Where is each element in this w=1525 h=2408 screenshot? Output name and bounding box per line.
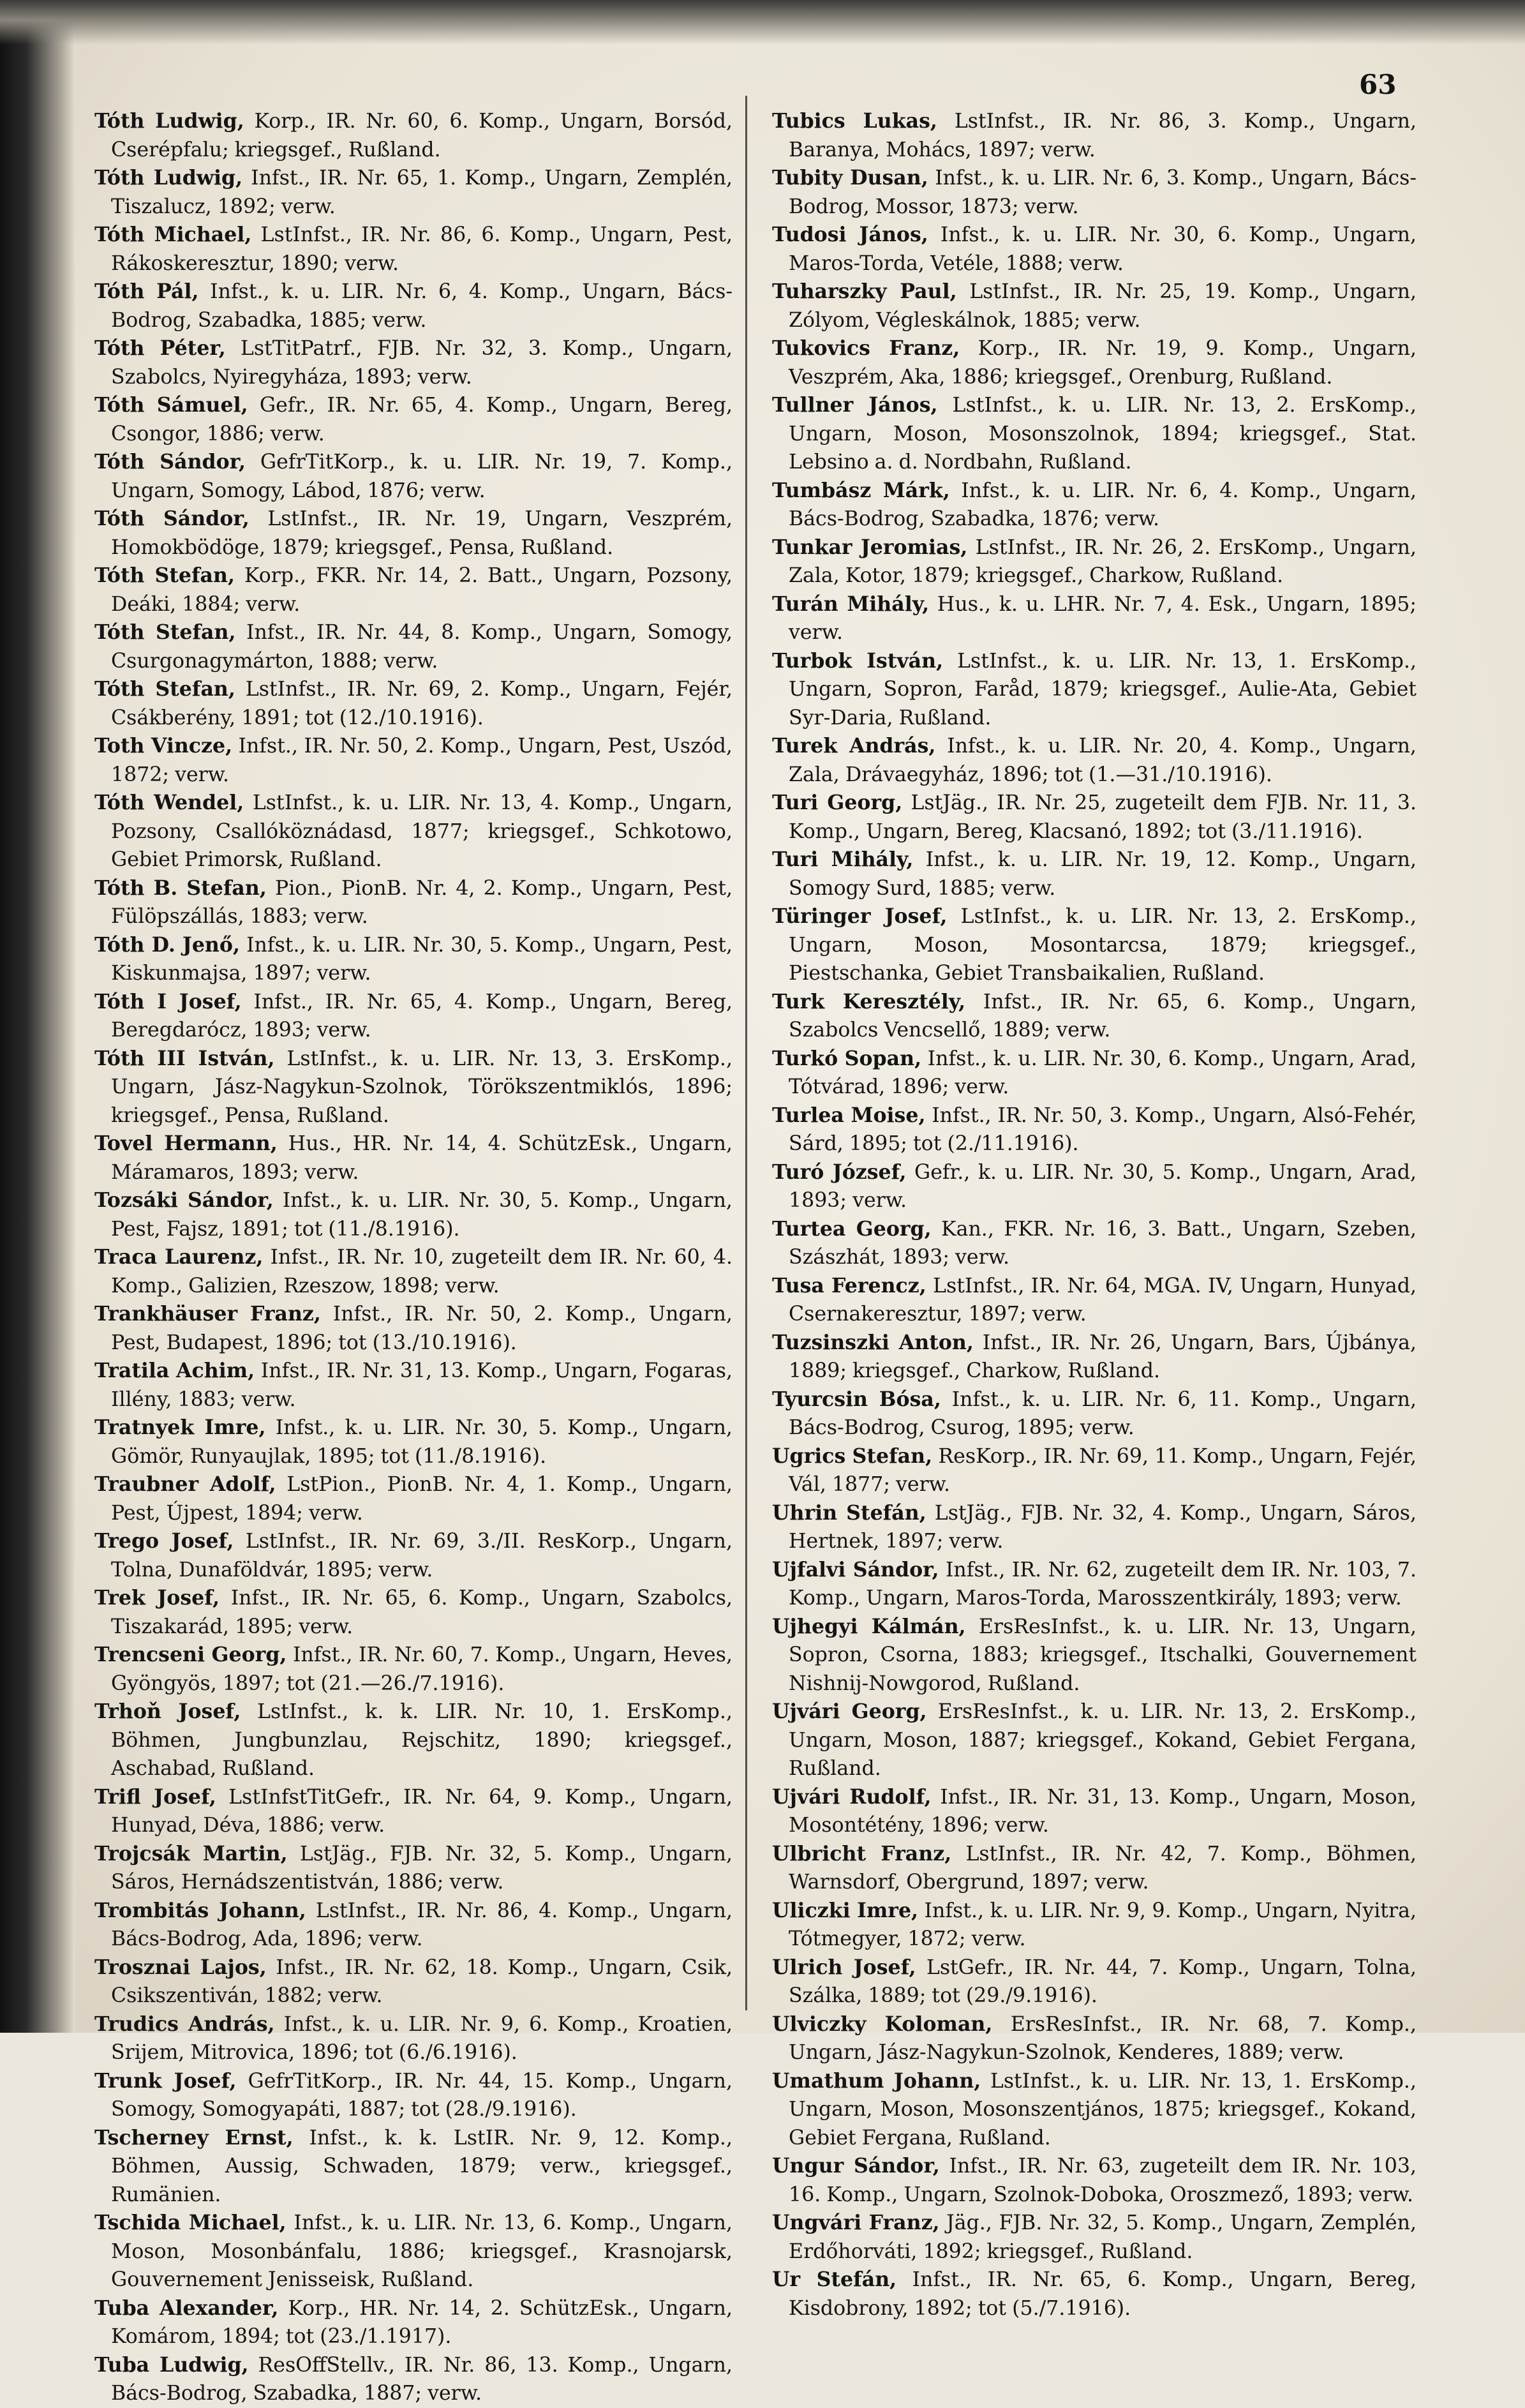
list-entry: [94, 2124, 733, 2210]
list-entry: [94, 562, 733, 618]
entry-name: Trunk Josef,: [94, 2068, 237, 2093]
entry-details: Infst., IR. Nr. 50, 2. Komp., Ungarn, Pest, Uszód, 1872; verw.: [111, 735, 733, 786]
list-entry: [772, 107, 1417, 164]
list-entry: [94, 107, 733, 164]
list-entry: [772, 647, 1417, 733]
entry-details: Korp., FKR. Nr. 14, 2. Batt., Ungarn, Pozsony, Deáki, 1884; verw.: [111, 564, 733, 616]
entry-details: ResKorp., IR. Nr. 69, 11. Komp., Ungarn, Fejér, Vál, 1877; verw.: [789, 1444, 1417, 1496]
entry-name: Tóth Michael,: [94, 223, 252, 246]
list-entry: [772, 732, 1417, 789]
entry-name: Trosznai Lajos,: [94, 1955, 267, 1979]
list-entry: [94, 789, 733, 874]
entry-details: LstJäg., FJB. Nr. 32, 4. Komp., Ungarn, Sáros, Hertnek, 1897; verw.: [789, 1501, 1417, 1553]
top-edge-shadow: [0, 0, 1525, 45]
entry-details: Infst., IR. Nr. 10, zugeteilt dem IR. Nr. 60, 4. Komp., Galizien, Rzeszow, 1898; verw.: [111, 1246, 733, 1297]
entry-name: Ujfalvi Sándor,: [772, 1557, 939, 1582]
list-entry: [772, 334, 1417, 391]
entry-name: Tratila Achim,: [94, 1359, 255, 1382]
entry-name: Tóth Pál,: [94, 280, 199, 303]
entry-name: Trek Josef,: [94, 1586, 220, 1610]
entry-name: Traubner Adolf,: [94, 1472, 276, 1496]
entry-details: Infst., IR. Nr. 63, zugeteilt dem IR. Nr. 103, 16. Komp., Ungarn, Szolnok-Doboka, Oroszmező, 1893; verw.: [789, 2155, 1417, 2206]
entry-name: Turi Mihály,: [772, 848, 914, 871]
list-entry: [94, 505, 733, 562]
list-entry: [94, 675, 733, 732]
entry-details: Hus., k. u. LHR. Nr. 7, 4. Esk., Ungarn, 1895; verw.: [789, 592, 1417, 644]
entry-name: Tyurcsin Bósa,: [772, 1387, 941, 1411]
entry-name: Turk Keresztély,: [772, 989, 966, 1013]
entry-details: Kan., FKR. Nr. 16, 3. Batt., Ungarn, Szeben, Szászhát, 1893; verw.: [789, 1217, 1417, 1269]
entry-name: Turó József,: [772, 1160, 907, 1184]
list-entry: [94, 448, 733, 505]
entry-details: LstInfst., k. k. LIR. Nr. 10, 1. ErsKomp., Böhmen, Jungbunzlau, Rejschitz, 1890; kriegsgef., Aschabad, Rußland.: [111, 1700, 733, 1780]
entry-details: ErsResInfst., k. u. LIR. Nr. 13, 2. ErsKomp., Ungarn, Moson, 1887; kriegsgef., Kokand, Gebiet Fergana, Rußland.: [789, 1700, 1417, 1780]
entry-name: Trifl Josef,: [94, 1784, 216, 1809]
entry-name: Tudosi János,: [772, 223, 928, 246]
list-entry: [772, 789, 1417, 846]
entry-name: Turlea Moise,: [772, 1103, 926, 1127]
list-entry: [94, 2067, 733, 2124]
list-entry: [772, 1045, 1417, 1102]
list-entry: [772, 902, 1417, 988]
list-entry: [772, 2010, 1417, 2067]
entry-details: GefrTitKorp., k. u. LIR. Nr. 19, 7. Komp., Ungarn, Somogy, Lábod, 1876; verw.: [111, 451, 733, 502]
list-entry: [94, 1470, 733, 1527]
list-entry: [94, 278, 733, 334]
entry-name: Ujhegyi Kálmán,: [772, 1614, 966, 1638]
entry-details: Infst., k. u. LIR. Nr. 30, 6. Komp., Ungarn, Maros-Torda, Vetéle, 1888; verw.: [789, 223, 1417, 275]
entry-name: Tóth Stefan,: [94, 620, 236, 644]
entry-name: Tuharszky Paul,: [772, 280, 957, 303]
list-entry: [772, 477, 1417, 534]
entry-details: LstTitPatrf., FJB. Nr. 32, 3. Komp., Ungarn, Szabolcs, Nyiregyháza, 1893; verw.: [111, 337, 733, 389]
list-entry: [772, 2067, 1417, 2153]
list-entry: [772, 1556, 1417, 1613]
entry-details: Infst., k. u. LIR. Nr. 6, 3. Komp., Ungarn, Bács-Bodrog, Mossor, 1873; verw.: [789, 167, 1417, 218]
entry-name: Tscherney Ernst,: [94, 2125, 294, 2150]
list-entry: [772, 1272, 1417, 1329]
entry-name: Trhoň Josef,: [94, 1700, 241, 1723]
entry-name: Ulrich Josef,: [772, 1955, 916, 1979]
list-entry: [94, 1300, 733, 1357]
list-entry: [772, 846, 1417, 902]
list-entry: [772, 391, 1417, 477]
list-entry: [94, 1414, 733, 1470]
entry-details: Infst., IR. Nr. 50, 3. Komp., Ungarn, Alsó-Fehér, Sárd, 1895; tot (2./11.1916).: [789, 1103, 1417, 1155]
entry-details: LstJäg., FJB. Nr. 32, 5. Komp., Ungarn, Sáros, Hernádszentistván, 1886; verw.: [111, 1842, 733, 1894]
binding-edge-shadow: [0, 0, 75, 2033]
entry-name: Tusa Ferencz,: [772, 1273, 926, 1297]
entry-details: LstInfst., IR. Nr. 19, Ungarn, Veszprém, Homokbödöge, 1879; kriegsgef., Pensa, Rußland.: [111, 507, 733, 559]
entry-name: Turbok István,: [772, 648, 944, 673]
list-entry: [94, 931, 733, 988]
entry-details: LstInfst., IR. Nr. 64, MGA. IV, Ungarn, Hunyad, Csernakeresztur, 1897; verw.: [789, 1274, 1417, 1326]
list-entry: [94, 1783, 733, 1840]
list-entry: [772, 1442, 1417, 1499]
entry-details: LstInfst., k. u. LIR. Nr. 13, 3. ErsKomp., Ungarn, Jász-Nagykun-Szolnok, Törökszentmiklós, 1896; kriegsgef., Pensa, Rußland.: [111, 1047, 733, 1127]
right-column: [772, 107, 1417, 2322]
entry-details: Infst., IR. Nr. 65, 1. Komp., Ungarn, Zemplén, Tiszalucz, 1892; verw.: [111, 167, 733, 218]
page-number: 63: [1359, 69, 1397, 100]
entry-name: Tóth Sándor,: [94, 450, 246, 474]
entry-details: Pion., PionB. Nr. 4, 2. Komp., Ungarn, Pest, Fülöpszállás, 1883; verw.: [111, 876, 733, 928]
list-entry: [94, 1243, 733, 1300]
list-entry: [772, 1158, 1417, 1215]
list-entry: [94, 164, 733, 221]
entry-name: Tóth Wendel,: [94, 791, 244, 814]
entry-name: Tunkar Jeromias,: [772, 535, 968, 559]
list-entry: [772, 1897, 1417, 1954]
entry-name: Tóth Péter,: [94, 336, 226, 360]
entry-details: Infst., k. u. LIR. Nr. 13, 6. Komp., Ungarn, Moson, Mosonbánfalu, 1886; kriegsgef., Krasnojarsk, Gouvernement Jenisseisk, Rußland.: [111, 2211, 733, 2291]
entry-details: LstInfst., k. u. LIR. Nr. 13, 2. ErsKomp., Ungarn, Moson, Mosonszolnok, 1894; kriegsgef., Stat. Lebsino a. d. Nordbahn, Rußland.: [789, 394, 1417, 474]
entry-details: Infst., IR. Nr. 50, 2. Komp., Ungarn, Pest, Budapest, 1896; tot (13./10.1916).: [111, 1303, 733, 1354]
entry-name: Turi Georg,: [772, 791, 903, 814]
entry-name: Trombitás Johann,: [94, 1898, 306, 1922]
entry-name: Tratnyek Imre,: [94, 1416, 266, 1439]
entry-name: Tschida Michael,: [94, 2211, 286, 2234]
list-entry: [94, 1641, 733, 1698]
entry-name: Umathum Johann,: [772, 2068, 981, 2093]
entry-details: Korp., IR. Nr. 60, 6. Komp., Ungarn, Borsód, Cserépfalu; kriegsgef., Rußland.: [111, 110, 733, 161]
list-entry: [772, 2209, 1417, 2266]
list-entry: [94, 1584, 733, 1641]
list-entry: [94, 221, 733, 278]
entry-name: Trojcsák Martin,: [94, 1841, 288, 1866]
entry-name: Traca Laurenz,: [94, 1245, 264, 1269]
entry-name: Turkó Sopan,: [772, 1046, 922, 1070]
entry-name: Turán Mihály,: [772, 592, 930, 616]
entry-details: Infst., k. u. LIR. Nr. 30, 6. Komp., Ungarn, Arad, Tótvárad, 1896; verw.: [789, 1047, 1417, 1098]
entry-name: Uliczki Imre,: [772, 1898, 919, 1922]
list-entry: [94, 1954, 733, 2010]
entry-name: Ujvári Georg,: [772, 1700, 927, 1723]
list-entry: [772, 1783, 1417, 1840]
entry-details: Infst., IR. Nr. 31, 13. Komp., Ungarn, Moson, Mosontétény, 1896; verw.: [789, 1785, 1417, 1837]
entry-details: LstInfst., k. u. LIR. Nr. 13, 1. ErsKomp., Ungarn, Moson, Mosonszentjános, 1875; kriegsgef., Kokand, Gebiet Fergana, Rußland.: [789, 2069, 1417, 2150]
list-entry: [94, 1840, 733, 1897]
entry-name: Tozsáki Sándor,: [94, 1188, 274, 1212]
entry-name: Tuba Alexander,: [94, 2296, 279, 2320]
list-entry: [94, 1130, 733, 1186]
entry-name: Trudics András,: [94, 2012, 275, 2036]
entry-name: Tóth Stefan,: [94, 564, 235, 587]
entry-details: Infst., k. u. LIR. Nr. 9, 9. Komp., Ungarn, Nyitra, Tótmegyer, 1872; verw.: [789, 1899, 1417, 1950]
list-entry: [772, 164, 1417, 221]
entry-name: Toth Vincze,: [94, 734, 233, 758]
list-entry: [772, 1102, 1417, 1158]
entry-details: Infst., k. u. LIR. Nr. 30, 5. Komp., Ungarn, Pest, Kiskunmajsa, 1897; verw.: [111, 933, 733, 985]
entry-name: Ulbricht Franz,: [772, 1841, 952, 1866]
list-entry: [94, 1186, 733, 1243]
entry-name: Tóth Stefan,: [94, 677, 235, 701]
entry-name: Tullner János,: [772, 393, 938, 417]
column-divider: [745, 96, 747, 2010]
entry-details: Infst., k. u. LIR. Nr. 19, 12. Komp., Ungarn, Somogy Surd, 1885; verw.: [789, 848, 1417, 900]
list-entry: [772, 988, 1417, 1045]
list-entry: [94, 988, 733, 1045]
entry-details: LstPion., PionB. Nr. 4, 1. Komp., Ungarn, Pest, Újpest, 1894; verw.: [111, 1473, 733, 1525]
list-entry: [94, 618, 733, 675]
entry-details: LstInfstTitGefr., IR. Nr. 64, 9. Komp., Ungarn, Hunyad, Déva, 1886; verw.: [111, 1785, 733, 1837]
list-entry: [94, 1527, 733, 1584]
list-entry: [772, 1840, 1417, 1897]
entry-name: Tumbász Márk,: [772, 478, 950, 502]
entry-name: Tóth III István,: [94, 1046, 275, 1070]
list-entry: [94, 334, 733, 391]
entry-details: LstInfst., IR. Nr. 26, 2. ErsKomp., Ungarn, Zala, Kotor, 1879; kriegsgef., Charkow, Rußland.: [789, 535, 1417, 587]
list-entry: [94, 1897, 733, 1954]
entry-details: Jäg., FJB. Nr. 32, 5. Komp., Ungarn, Zemplén, Erdőhorváti, 1892; kriegsgef., Rußland.: [789, 2211, 1417, 2263]
entry-details: LstInfst., IR. Nr. 86, 4. Komp., Ungarn, Bács-Bodrog, Ada, 1896; verw.: [111, 1899, 733, 1950]
entry-details: LstInfst., IR. Nr. 42, 7. Komp., Böhmen, Warnsdorf, Obergrund, 1897; verw.: [789, 1842, 1417, 1894]
entry-details: Infst., IR. Nr. 62, zugeteilt dem IR. Nr. 103, 7. Komp., Ungarn, Maros-Torda, Marosszentkirály, 1893; verw.: [789, 1558, 1417, 1610]
entry-details: Infst., IR. Nr. 26, Ungarn, Bars, Újbánya, 1889; kriegsgef., Charkow, Rußland.: [789, 1331, 1417, 1382]
entry-name: Tukovics Franz,: [772, 336, 960, 360]
list-entry: [94, 2294, 733, 2351]
entry-details: LstJäg., IR. Nr. 25, zugeteilt dem FJB. Nr. 11, 3. Komp., Ungarn, Bereg, Klacsanó, 1892; tot (3./11.1916).: [789, 791, 1417, 843]
entry-name: Ungur Sándor,: [772, 2154, 940, 2178]
entry-details: Infst., k. u. LIR. Nr. 30, 5. Komp., Ungarn, Gömör, Runyaujlak, 1895; tot (11./8.1916).: [111, 1416, 733, 1468]
list-entry: [94, 874, 733, 931]
entry-details: Infst., k. u. LIR. Nr. 9, 6. Komp., Kroatien, Srijem, Mitrovica, 1896; tot (6./6.1916).: [111, 2012, 733, 2064]
entry-details: Infst., IR. Nr. 31, 13. Komp., Ungarn, Fogaras, Illény, 1883; verw.: [111, 1359, 733, 1411]
entry-name: Tuzsinszki Anton,: [772, 1330, 974, 1354]
list-entry: [772, 1613, 1417, 1698]
entry-name: Trankhäuser Franz,: [94, 1302, 321, 1326]
entry-name: Ungvári Franz,: [772, 2211, 940, 2234]
entry-details: Infst., k. u. LIR. Nr. 6, 11. Komp., Ungarn, Bács-Bodrog, Csurog, 1895; verw.: [789, 1387, 1417, 1439]
entry-name: Ujvári Rudolf,: [772, 1784, 932, 1809]
entry-details: LstInfst., IR. Nr. 69, 3./II. ResKorp., Ungarn, Tolna, Dunaföldvár, 1895; verw.: [111, 1530, 733, 1582]
list-entry: [772, 534, 1417, 590]
entry-name: Tóth Ludwig,: [94, 109, 244, 133]
entry-details: LstInfst., k. u. LIR. Nr. 13, 4. Komp., Ungarn, Pozsony, Csallóköznádasd, 1877; kriegsgef., Schkotowo, Gebiet Primorsk, Rußland.: [111, 791, 733, 871]
entry-details: LstInfst., k. u. LIR. Nr. 13, 2. ErsKomp., Ungarn, Moson, Mosontarcsa, 1879; kriegsgef., Piestschanka, Gebiet Transbaikalien, Rußland.: [789, 905, 1417, 985]
list-entry: [94, 2010, 733, 2067]
list-entry: [772, 1386, 1417, 1442]
list-entry: [772, 221, 1417, 278]
entry-details: Infst., k. u. LIR. Nr. 30, 5. Komp., Ungarn, Pest, Fajsz, 1891; tot (11./8.1916).: [111, 1189, 733, 1241]
entry-details: Infst., k. u. LIR. Nr. 6, 4. Komp., Ungarn, Bács-Bodrog, Szabadka, 1876; verw.: [789, 479, 1417, 530]
entry-details: Hus., HR. Nr. 14, 4. SchützEsk., Ungarn, Máramaros, 1893; verw.: [111, 1132, 733, 1184]
list-entry: [772, 1215, 1417, 1272]
entry-name: Türinger Josef,: [772, 904, 948, 928]
entry-name: Tovel Hermann,: [94, 1132, 278, 1155]
list-entry: [772, 590, 1417, 647]
entry-details: LstInfst., k. u. LIR. Nr. 13, 1. ErsKomp., Ungarn, Sopron, Faråd, 1879; kriegsgef., Aulie-Ata, Gebiet Syr-Daria, Rußland.: [789, 649, 1417, 729]
entry-name: Tóth Ludwig,: [94, 166, 243, 190]
entry-name: Uhrin Stefán,: [772, 1500, 926, 1525]
entry-details: Gefr., k. u. LIR. Nr. 30, 5. Komp., Ungarn, Arad, 1893; verw.: [789, 1160, 1417, 1212]
entry-name: Tóth I Josef,: [94, 989, 242, 1013]
entry-details: GefrTitKorp., IR. Nr. 44, 15. Komp., Ungarn, Somogy, Somogyapáti, 1887; tot (28./9.1916).: [111, 2069, 733, 2121]
entry-name: Turek András,: [772, 734, 936, 758]
entry-name: Tóth Sándor,: [94, 507, 249, 530]
entry-details: LstInfst., IR. Nr. 86, 3. Komp., Ungarn, Baranya, Mohács, 1897; verw.: [789, 110, 1417, 161]
entry-name: Ugrics Stefan,: [772, 1444, 933, 1468]
entry-name: Tubics Lukas,: [772, 109, 937, 133]
entry-details: Infst., IR. Nr. 44, 8. Komp., Ungarn, Somogy, Csurgonagymárton, 1888; verw.: [111, 621, 733, 673]
entry-details: Infst., IR. Nr. 65, 4. Komp., Ungarn, Bereg, Beregdarócz, 1893; verw.: [111, 990, 733, 1042]
entry-name: Trencseni Georg,: [94, 1643, 287, 1666]
list-entry: [94, 2351, 733, 2408]
entry-details: Gefr., IR. Nr. 65, 4. Komp., Ungarn, Bereg, Csongor, 1886; verw.: [111, 394, 733, 445]
entry-name: Tubity Dusan,: [772, 166, 928, 190]
list-entry: [772, 1954, 1417, 2010]
entry-name: Ulviczky Koloman,: [772, 2012, 993, 2036]
entry-name: Ur Stefán,: [772, 2268, 897, 2291]
list-entry: [94, 1045, 733, 1130]
entry-details: Korp., IR. Nr. 19, 9. Komp., Ungarn, Veszprém, Aka, 1886; kriegsgef., Orenburg, Rußland.: [789, 337, 1417, 389]
entry-name: Tóth D. Jenő,: [94, 932, 240, 957]
list-entry: [94, 1357, 733, 1414]
entry-details: Infst., IR. Nr. 65, 6. Komp., Ungarn, Szabolcs Vencsellő, 1889; verw.: [789, 990, 1417, 1042]
entry-details: LstInfst., IR. Nr. 25, 19. Komp., Ungarn, Zólyom, Végleskálnok, 1885; verw.: [789, 280, 1417, 332]
entry-details: ErsResInfst., k. u. LIR. Nr. 13, Ungarn, Sopron, Csorna, 1883; kriegsgef., Itschalki, Gouvernement Nishnij-Nowgorod, Rußland.: [789, 1615, 1417, 1695]
entry-details: Infst., k. u. LIR. Nr. 6, 4. Komp., Ungarn, Bács-Bodrog, Szabadka, 1885; verw.: [111, 280, 733, 332]
entry-details: LstInfst., IR. Nr. 86, 6. Komp., Ungarn, Pest, Rákoskeresztur, 1890; verw.: [111, 223, 733, 275]
entry-details: Infst., k. u. LIR. Nr. 20, 4. Komp., Ungarn, Zala, Drávaegyház, 1896; tot (1.—31./10.1916).: [789, 735, 1417, 786]
entry-details: LstGefr., IR. Nr. 44, 7. Komp., Ungarn, Tolna, Szálka, 1889; tot (29./9.1916).: [789, 1956, 1417, 2007]
list-entry: [772, 2266, 1417, 2322]
list-entry: [94, 1698, 733, 1783]
entry-name: Tóth Sámuel,: [94, 393, 248, 417]
list-entry: [772, 278, 1417, 334]
list-entry: [94, 732, 733, 789]
entry-details: Infst., IR. Nr. 60, 7. Komp., Ungarn, Heves, Gyöngyös, 1897; tot (21.—26./7.1916).: [111, 1643, 733, 1695]
list-entry: [94, 2209, 733, 2294]
entry-name: Tóth B. Stefan,: [94, 876, 267, 900]
entry-details: Infst., k. k. LstIR. Nr. 9, 12. Komp., Böhmen, Aussig, Schwaden, 1879; verw., kriegsgef., Rumänien.: [111, 2126, 733, 2206]
entry-details: Infst., IR. Nr. 62, 18. Komp., Ungarn, Csik, Csikszentiván, 1882; verw.: [111, 1956, 733, 2007]
entry-details: Korp., HR. Nr. 14, 2. SchützEsk., Ungarn, Komárom, 1894; tot (23./1.1917).: [111, 2296, 733, 2348]
list-entry: [94, 391, 733, 448]
entry-name: Turtea Georg,: [772, 1216, 932, 1241]
entry-details: LstInfst., IR. Nr. 69, 2. Komp., Ungarn, Fejér, Csákberény, 1891; tot (12./10.1916).: [111, 678, 733, 729]
entry-details: Infst., IR. Nr. 65, 6. Komp., Ungarn, Bereg, Kisdobrony, 1892; tot (5./7.1916).: [789, 2268, 1417, 2320]
entry-details: Infst., IR. Nr. 65, 6. Komp., Ungarn, Szabolcs, Tiszakarád, 1895; verw.: [111, 1587, 733, 1638]
entry-details: ErsResInfst., IR. Nr. 68, 7. Komp., Ungarn, Jász-Nagykun-Szolnok, Kenderes, 1889; verw.: [789, 2012, 1417, 2064]
list-entry: [772, 2152, 1417, 2209]
entry-name: Tuba Ludwig,: [94, 2352, 249, 2377]
entry-details: ResOffStellv., IR. Nr. 86, 13. Komp., Ungarn, Bács-Bodrog, Szabadka, 1887; verw.: [111, 2353, 733, 2405]
list-entry: [772, 1499, 1417, 1556]
list-entry: [772, 1329, 1417, 1386]
list-entry: [772, 1698, 1417, 1783]
left-column: [94, 107, 733, 2408]
entry-name: Trego Josef,: [94, 1529, 234, 1553]
